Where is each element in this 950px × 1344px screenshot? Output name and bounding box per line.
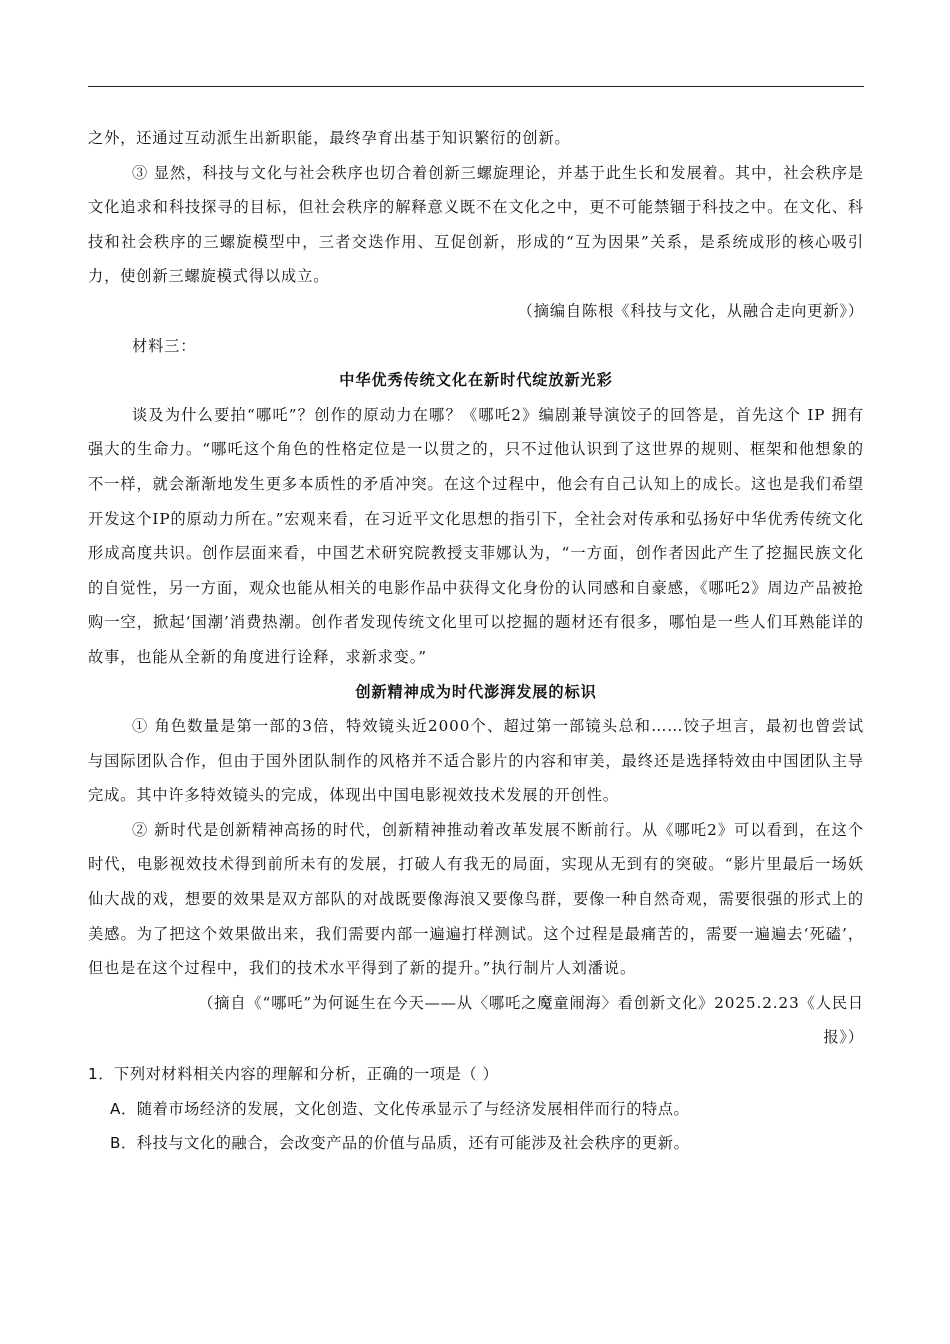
- section-heading-2: 创新精神成为时代澎湃发展的标识: [355, 682, 597, 701]
- paragraph-continuation: 之外，还通过互动派生出新职能，最终孕育出基于知识繁衍的创新。: [88, 129, 571, 147]
- paragraph-6: ② 新时代是创新精神高扬的时代，创新精神推动着改革发展不断前行。从《哪吒2》可以看到，在这个时代，电影视效技术得到前所未有的发展，打破人有我无的局面，实现从无到有的突破。“影片里最后一场妖仙大战的戏，想要的效果是双方部队的对战既要像海浪又要像鸟群，要像一种自然奇观，需要很强的形式上的美感。为了把这个效果做出来，我们需要内部一遍遍打样测试。这个过程是最痛苦的，需要一遍遍去‘死磕’，但也是在这个过程中，我们的技术水平得到了新的提升。”执行制片人刘潘说。: [88, 820, 864, 978]
- paragraph-4: 谈及为什么要拍“哪吒”？创作的原动力在哪？《哪吒2》编剧兼导演饺子的回答是，首先这个 IP 拥有强大的生命力。“哪吒这个角色的性格定位是一以贯之的，只不过他认识到了这世界的规则、框架和他想象的不一样，就会渐渐地发生更多本质性的矛盾冲突。在这个过程中，他会有自己认知上的成长。这也是我们希望开发这个IP的原动力所在。”宏观来看，在习近平文化思想的指引下，全社会对传承和弘扬好中华优秀传统文化形成高度共识。创作层面来看，中国艺术研究院教授支菲娜认为，“一方面，创作者因此产生了挖掘民族文化的自觉性，另一方面，观众也能从相关的电影作品中获得文化身份的认同感和自豪感，《哪吒2》周边产品被抢购一空，掀起‘国潮’消费热潮。创作者发现传统文化里可以挖掘的题材还有很多，哪怕是一些人们耳熟能详的故事，也能从全新的角度进行诠释，求新求变。”: [88, 405, 864, 666]
- option-a[interactable]: A．随着市场经济的发展，文化创造、文化传承显示了与经济发展相伴而行的特点。: [110, 1099, 690, 1118]
- material-3-label: 材料三：: [132, 336, 197, 355]
- source-citation-2: （摘编自陈根《科技与文化，从融合走向更新》）: [517, 301, 864, 320]
- option-b[interactable]: B．科技与文化的融合，会改变产品的价值与品质，还有可能涉及社会秩序的更新。: [110, 1134, 690, 1153]
- paragraph-3: ③ 显然，科技与文化与社会秩序也切合着创新三螺旋理论，并基于此生长和发展着。其中，社会秩序是文化追求和科技探寻的目标，但社会秩序的解释意义既不在文化之中，更不可能禁锢于科技之中。在文化、科技和社会秩序的三螺旋模型中，三者交迭作用、互促创新，形成的“互为因果”关系，是系统成形的核心吸引力，使创新三螺旋模式得以成立。: [88, 163, 864, 286]
- header-rule: [88, 86, 864, 87]
- source-citation-3: （摘自《“哪吒”为何诞生在今天——从〈哪吒之魔童闹海〉看创新文化》2025.2.23《人民日报》）: [198, 993, 864, 1047]
- paragraph-5: ① 角色数量是第一部的3倍，特效镜头近2000个、超过第一部镜头总和……饺子坦言，最初也曾尝试与国际团队合作，但由于国外团队制作的风格并不适合影片的内容和审美，最终还是选择特效由中国团队主导完成。其中许多特效镜头的完成，体现出中国电影视效技术发展的开创性。: [88, 717, 864, 805]
- document-body: [88, 121, 864, 1161]
- section-heading-1: 中华优秀传统文化在新时代绽放新光彩: [339, 371, 613, 390]
- question-stem: 1．下列对材料相关内容的理解和分析，正确的一项是（ ）: [88, 1065, 499, 1084]
